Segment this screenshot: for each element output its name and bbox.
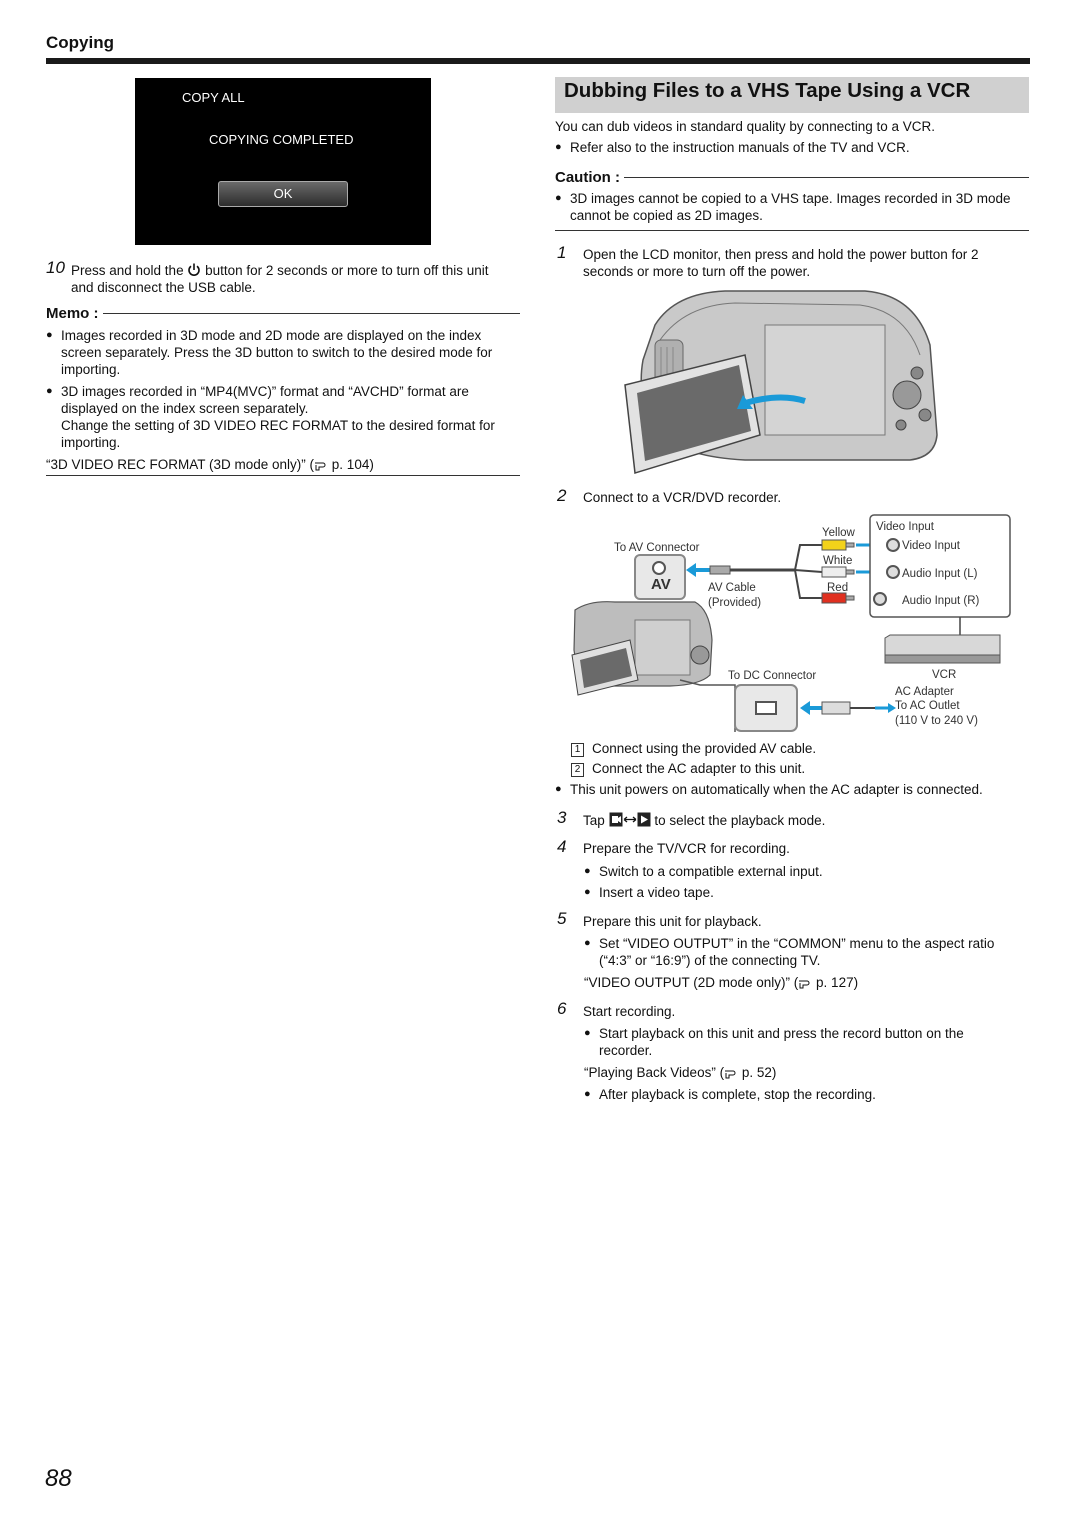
power-note-text: This unit powers on automatically when the AC adapter is connected. xyxy=(570,782,983,797)
video-input-heading: Video Input xyxy=(876,521,934,533)
step-5-link[interactable] xyxy=(584,974,858,991)
step-10-text xyxy=(71,262,521,296)
memo-bullet-1: ● Images recorded in 3D mode and 2D mode are displayed on the index screen separately. Press the 3D button to switch to the desired mode for importing. xyxy=(46,328,493,377)
ac-adapter-label: AC Adapter xyxy=(895,686,954,698)
lcd-screen-image xyxy=(135,78,431,245)
audio-input-r-label: Audio Input (R) xyxy=(902,595,980,607)
sub-step-1-text: Connect using the provided AV cable. xyxy=(592,741,817,756)
memo-bullet-1-line2: screen separately. Press the 3D button to switch to the desired mode for xyxy=(61,345,493,360)
step-3-number: 3 xyxy=(557,808,567,827)
av-label: AV xyxy=(651,576,671,593)
step-10-text-after: button for 2 seconds or more to turn off this unit xyxy=(205,263,489,278)
sub-step-2-number: 2 xyxy=(571,763,584,777)
step-4-bullet-1: ● Switch to a compatible external input. xyxy=(584,864,823,879)
memo-title: Memo : xyxy=(46,305,99,322)
av-cable-label: AV Cable xyxy=(708,582,756,594)
memo-link-text: “3D VIDEO REC FORMAT (3D mode only)” ( xyxy=(46,457,315,472)
yellow-label: Yellow xyxy=(822,527,855,539)
step-1-line2: seconds or more to turn off the power. xyxy=(583,264,811,279)
step-5-text: Prepare this unit for playback. xyxy=(583,914,762,929)
provided-label: (Provided) xyxy=(708,597,762,609)
step-6-number: 6 xyxy=(557,999,567,1018)
intro-bullet: ● Refer also to the instruction manuals of the TV and VCR. xyxy=(555,140,910,155)
to-ac-outlet-label: To AC Outlet xyxy=(895,700,960,712)
step-2-text: Connect to a VCR/DVD recorder. xyxy=(583,490,782,505)
step-6-bullet-2-text: After playback is complete, stop the recording. xyxy=(599,1087,876,1102)
step-2-number: 2 xyxy=(557,486,567,505)
caution-line1: 3D images cannot be copied to a VHS tape. Images recorded in 3D mode xyxy=(570,191,1011,206)
to-dc-connector-label: To DC Connector xyxy=(728,670,817,682)
lcd-title: COPY ALL xyxy=(182,90,245,105)
lcd-message: COPYING COMPLETED xyxy=(209,132,354,147)
step-4-bullet-2-text: Insert a video tape. xyxy=(599,885,714,900)
page-number: 88 xyxy=(45,1465,72,1492)
step-6-link-page: p. 52) xyxy=(738,1065,777,1080)
video-input-label: Video Input xyxy=(902,540,960,552)
step-5-link-page: p. 127) xyxy=(812,975,859,990)
step-6-text: Start recording. xyxy=(583,1004,676,1019)
memo-extra-line2: importing. xyxy=(61,435,121,450)
page-header xyxy=(46,32,1030,64)
step-6-bullet-2: ● After playback is complete, stop the recording. xyxy=(584,1087,876,1102)
memo-bullet-1-line1: Images recorded in 3D mode and 2D mode are displayed on the index xyxy=(61,328,482,343)
step-1-text xyxy=(583,246,1029,280)
lcd-ok-button: OK xyxy=(218,181,348,207)
voltage-label: (110 V to 240 V) xyxy=(895,715,978,727)
caution-bullet: ● 3D images cannot be copied to a VHS tape. Images recorded in 3D mode cannot be copied as 2D images. xyxy=(555,191,1011,223)
step-6-bullet: ● Start playback on this unit and press the record button on the recorder. xyxy=(584,1026,964,1058)
step-4-number: 4 xyxy=(557,837,567,856)
memo-bullet-2-line1: 3D images recorded in “MP4(MVC)” format and “AVCHD” format are xyxy=(61,384,469,399)
sub-step-1-number: 1 xyxy=(571,743,584,757)
section-heading-bar xyxy=(555,77,1029,113)
memo-link[interactable] xyxy=(46,456,374,473)
memo-bullet-2: ● 3D images recorded in “MP4(MVC)” format and “AVCHD” format are displayed on the index screen separately. Change the setting of 3D VIDEO REC FORMAT to the desired format for importing. xyxy=(46,384,495,450)
step-10-number: 10 xyxy=(46,258,65,277)
step-4-bullet-2: ● Insert a video tape. xyxy=(584,885,714,900)
vcr-label: VCR xyxy=(932,669,957,681)
step-5-bullet-line2: (“4:3” or “16:9”) of the connecting TV. xyxy=(599,953,821,968)
step-10-text-line2: and disconnect the USB cable. xyxy=(71,280,256,295)
caution-title: Caution : xyxy=(555,169,620,186)
power-note: ● This unit powers on automatically when the AC adapter is connected. xyxy=(555,782,983,797)
step-5-bullet-line1: Set “VIDEO OUTPUT” in the “COMMON” menu to the aspect ratio xyxy=(599,936,995,951)
memo-bullet-1-line3: importing. xyxy=(61,362,121,377)
step-1-line1: Open the LCD monitor, then press and hold the power button for 2 xyxy=(583,247,979,262)
white-label: White xyxy=(823,555,853,567)
step-1-number: 1 xyxy=(557,243,567,262)
step-5-bullet: ● Set “VIDEO OUTPUT” in the “COMMON” menu to the aspect ratio (“4:3” or “16:9”) of the connecting TV. xyxy=(584,936,995,968)
pointing-hand-icon xyxy=(798,978,812,989)
step-4-text: Prepare the TV/VCR for recording. xyxy=(583,841,790,856)
step-4-bullet-1-text: Switch to a compatible external input. xyxy=(599,864,823,879)
intro-text: You can dub videos in standard quality by connecting to a VCR. xyxy=(555,119,935,134)
step-6-link-text: “Playing Back Videos” ( xyxy=(584,1065,725,1080)
audio-input-l-label: Audio Input (L) xyxy=(902,568,978,580)
step-5-number: 5 xyxy=(557,909,567,928)
memo-bullet-2-line2: displayed on the index screen separately. xyxy=(61,401,309,416)
sub-step-2-text: Connect the AC adapter to this unit. xyxy=(592,761,806,776)
step-3-before: Tap xyxy=(583,813,605,828)
pointing-hand-icon xyxy=(724,1068,738,1079)
caution-heading xyxy=(555,169,1029,186)
dubbing-title: Dubbing Files to a VHS Tape Using a VCR xyxy=(564,79,971,102)
memo-extra-line1: Change the setting of 3D VIDEO REC FORMAT to the desired format for xyxy=(61,418,495,433)
camcorder-illustration xyxy=(615,285,945,475)
pointing-hand-icon xyxy=(314,460,328,471)
sub-step-2 xyxy=(571,760,805,777)
memo-link-page: p. 104) xyxy=(328,457,374,472)
caution-line2: cannot be copied as 2D images. xyxy=(570,208,763,223)
sub-step-1 xyxy=(571,740,816,757)
step-6-bullet-line2: recorder. xyxy=(599,1043,653,1058)
step-6-bullet-line1: Start playback on this unit and press the record button on the xyxy=(599,1026,964,1041)
intro-bullet-text: Refer also to the instruction manuals of the TV and VCR. xyxy=(570,140,910,155)
section-title: Copying xyxy=(46,33,114,52)
step-6-link[interactable] xyxy=(584,1064,776,1081)
step-5-link-text: “VIDEO OUTPUT (2D mode only)” ( xyxy=(584,975,799,990)
red-label: Red xyxy=(827,582,849,594)
memo-bottom-rule xyxy=(46,475,520,476)
memo-heading xyxy=(46,305,520,322)
caution-bottom-rule xyxy=(555,230,1029,231)
connection-diagram xyxy=(560,510,1020,740)
step-10-text-before: Press and hold the xyxy=(71,263,184,278)
step-3-text xyxy=(583,812,825,829)
playback-mode-icon[interactable] xyxy=(609,812,651,827)
to-av-connector-label: To AV Connector xyxy=(614,542,700,554)
power-icon xyxy=(187,263,201,277)
step-3-after: to select the playback mode. xyxy=(654,813,826,828)
